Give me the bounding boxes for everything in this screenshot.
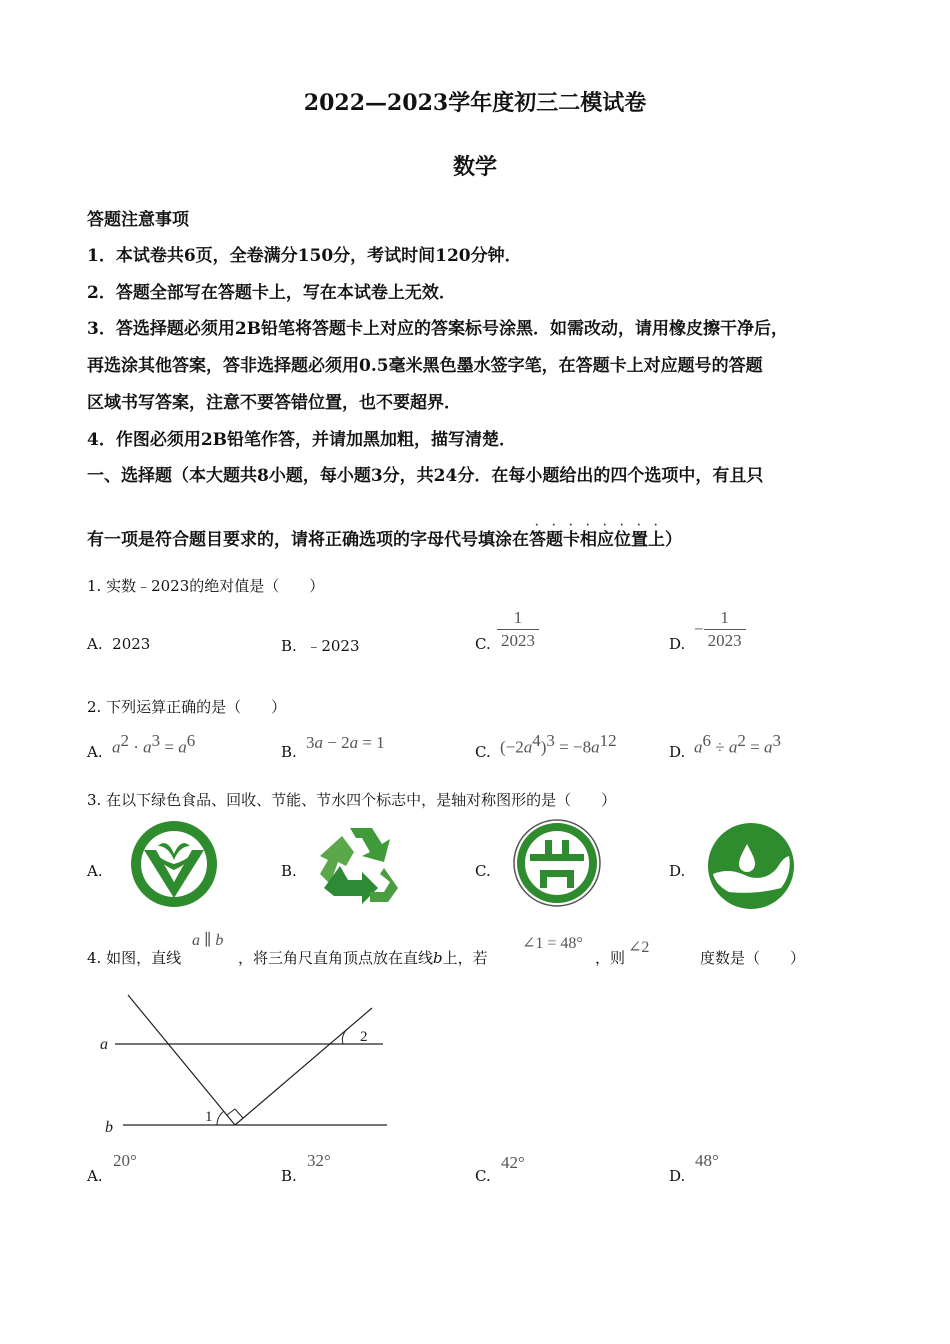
q1-option-b: B. ﹣2023	[281, 637, 360, 655]
notice-item-3: 3．答选择题必须用2B铅笔将答题卡上对应的答案标号涂黑．如需改动，请用橡皮擦干净后，	[87, 319, 789, 339]
q4-option-a-label: A.	[87, 1167, 103, 1185]
q1-option-d-fraction: − $\frac{1}{2023}$	[694, 607, 746, 652]
q3-option-d-label: D.	[669, 862, 686, 880]
q2-stem: 2. 下列运算正确的是（ ）	[87, 698, 287, 716]
section-heading-line2: 有一项是符合题目要求的，请将正确选项的字母代号填涂在答题卡相应位置上 · · · · · · · · ）	[87, 520, 682, 550]
q4-stem-part3: ，则	[595, 949, 626, 967]
subject-title: 数学	[452, 154, 497, 180]
right-angle-mark	[227, 1109, 243, 1118]
q2-option-b-label: B.	[281, 743, 297, 761]
q4-option-b-label: B.	[281, 1167, 297, 1185]
q4-option-c-text: 42°	[501, 1153, 525, 1172]
green-food-logo-icon	[130, 820, 218, 908]
q1-stem: 1. 实数﹣2023的绝对值是（ ）	[87, 577, 325, 595]
q4-stem: 4. 如图，直线	[87, 949, 182, 967]
angle1-arc	[217, 1111, 224, 1125]
angle2-arc	[342, 1028, 349, 1044]
notice-item-3-cont2: 区域书写答案，注意不要答错位置，也不要超界．	[87, 393, 461, 413]
exam-title: 2022—2023学年度初三二模试卷	[303, 90, 647, 116]
q4-angle2-expr: ∠2	[628, 939, 650, 956]
q2-option-c-expr: $(-2a^4)^3 = -8a^{12}$	[500, 731, 617, 757]
q2-option-c-label: C.	[475, 743, 491, 761]
q4-stem-part2: ，将三角尺直角顶点放在直线b上，若	[238, 949, 488, 967]
q4-option-d-text: 48°	[695, 1151, 719, 1170]
notice-item-3-cont: 再选涂其他答案，答非选择题必须用0.5毫米黑色墨水签字笔，在答题卡上对应题号的答题	[87, 356, 763, 376]
label-b: b	[105, 1119, 113, 1136]
q4-option-b-text: 32°	[307, 1151, 331, 1170]
q2-option-d-label: D.	[669, 743, 686, 761]
section-heading-line1: 一、选择题（本大题共8小题，每小题3分，共24分．在每小题给出的四个选项中，有且只	[87, 466, 764, 486]
q2-option-a-expr: $a^2 \cdot a^3 = a^6$	[112, 731, 196, 757]
label-angle1: 1	[205, 1109, 213, 1125]
triangle-leg-left	[128, 995, 235, 1125]
q4-option-d-label: D.	[669, 1167, 686, 1185]
parallel-lines-figure	[95, 985, 395, 1145]
notice-item-2: 2．答题全部写在答题卡上，写在本试卷上无效．	[87, 283, 456, 303]
section-heading-text: 有一项是符合题目要求的，请将正确选项的字母代号填涂在	[87, 530, 529, 550]
q1-option-c-fraction: $\frac{1}{2023}$	[497, 607, 539, 652]
q4-angle1-expr: ∠1 = 48°	[522, 935, 583, 952]
water-saving-logo-icon	[707, 822, 795, 910]
q3-stem: 3. 在以下绿色食品、回收、节能、节水四个标志中，是轴对称图形的是（ ）	[87, 791, 617, 809]
energy-saving-logo-icon	[512, 818, 602, 908]
label-a: a	[100, 1036, 108, 1053]
q4-stem-part4: 度数是（ ）	[700, 949, 806, 967]
recycle-logo-icon	[318, 822, 408, 906]
q1-option-a: A. 2023	[87, 635, 151, 653]
q1-option-c-label: C.	[475, 635, 491, 653]
q3-option-a-label: A.	[87, 862, 103, 880]
notice-heading: 答题注意事项	[87, 210, 189, 230]
label-angle2: 2	[360, 1029, 368, 1045]
emphasized-text: 答题卡相应位置上 · · · · · · · ·	[529, 520, 665, 550]
q3-option-b-label: B.	[281, 862, 297, 880]
triangle-leg-right	[235, 1008, 372, 1125]
q1-option-d-label: D.	[669, 635, 686, 653]
q4-parallel-expr: a ∥ b	[192, 932, 224, 949]
q3-option-c-label: C.	[475, 862, 491, 880]
q2-option-b-expr: 3a − 2a = 1	[306, 733, 385, 752]
q4-option-a-text: 20°	[113, 1151, 137, 1170]
notice-item-1: 1．本试卷共6页，全卷满分150分，考试时间120分钟．	[87, 246, 522, 266]
q2-option-d-expr: $a^6 \div a^2 = a^3$	[694, 731, 781, 757]
q2-option-a-label: A.	[87, 743, 103, 761]
notice-item-4: 4．作图必须用2B铅笔作答，并请加黑加粗，描写清楚．	[87, 430, 517, 450]
q4-option-c-label: C.	[475, 1167, 491, 1185]
